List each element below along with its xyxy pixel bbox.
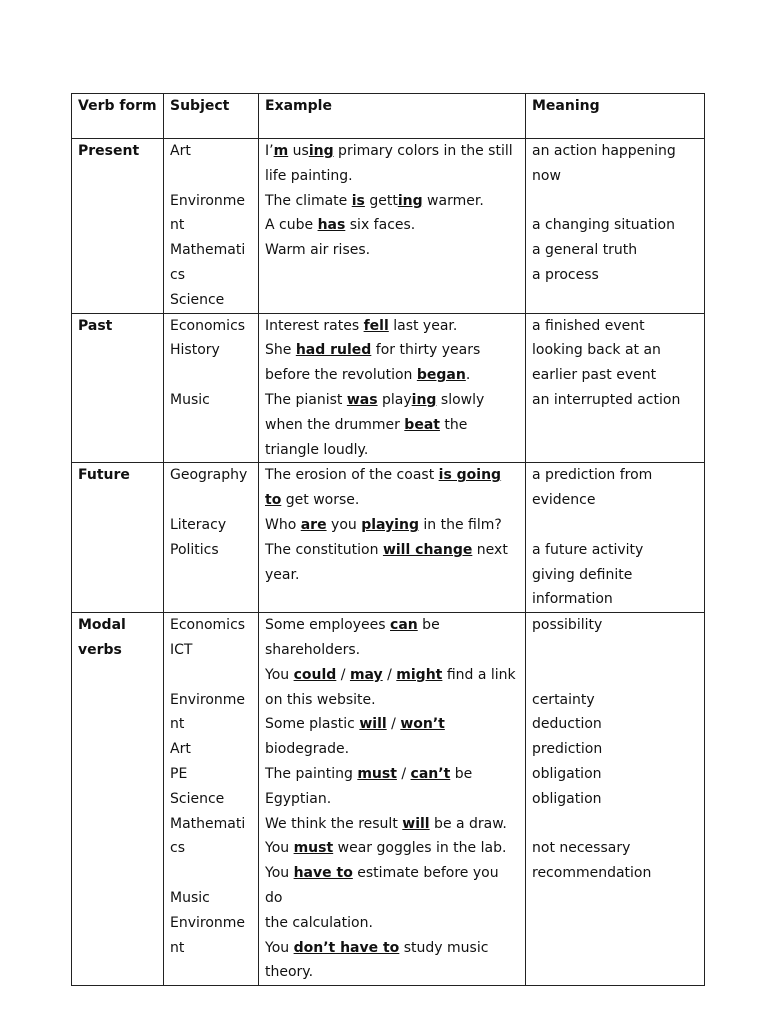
cell-line: ICT — [170, 641, 193, 658]
cell-line: a future activity — [532, 541, 644, 558]
cell-line — [532, 513, 698, 538]
table-row — [72, 463, 705, 613]
example-text: / — [382, 666, 397, 683]
cell-line — [170, 488, 252, 513]
cell-line: Mathemati — [170, 242, 246, 259]
example-line — [265, 861, 519, 911]
cell-line: an interrupted action — [532, 391, 681, 408]
verb-highlight: m — [273, 143, 289, 159]
verb-form-cell: Present — [72, 139, 164, 314]
verb-highlight: don’t have to — [293, 939, 400, 956]
cell-line — [532, 288, 698, 313]
example-text: She — [265, 342, 296, 359]
verb-highlight: ing — [411, 391, 437, 408]
example-line — [265, 513, 519, 538]
cell-line: evidence — [532, 492, 596, 509]
table-row — [72, 313, 705, 463]
header-meaning: Meaning — [526, 94, 705, 139]
example-text: six faces. — [345, 217, 416, 234]
example-line — [265, 263, 519, 288]
example-text: be — [450, 765, 473, 782]
cell-line — [532, 812, 698, 837]
verb-highlight: began — [416, 367, 466, 384]
example-text: warmer. — [422, 192, 484, 209]
cell-line — [170, 438, 252, 463]
cell-line: obligation — [532, 765, 602, 782]
verb-highlight: are — [300, 516, 327, 533]
example-text: shareholders. — [265, 641, 361, 658]
verb-highlight: ing — [397, 192, 423, 209]
verb-highlight: can’t — [410, 765, 451, 782]
example-text: play — [377, 391, 412, 408]
subject-cell — [164, 139, 259, 314]
subject-cell — [164, 613, 259, 986]
example-text: find a link — [442, 666, 516, 683]
example-text: last year. — [388, 317, 458, 334]
example-line — [265, 613, 519, 638]
example-text: in the film? — [418, 516, 502, 533]
example-text: for thirty years — [371, 342, 481, 359]
verb-forms-table — [71, 93, 705, 986]
cell-line: an action happening — [532, 143, 676, 159]
verb-highlight: will — [359, 716, 387, 733]
cell-line: History — [170, 342, 220, 359]
cell-line: nt — [170, 716, 185, 733]
cell-line: cs — [170, 266, 185, 283]
header-subject: Subject — [164, 94, 259, 139]
cell-line: looking back at an — [532, 342, 661, 359]
verb-highlight: fell — [363, 317, 389, 334]
cell-line: a changing situation — [532, 217, 675, 234]
subject-cell — [164, 313, 259, 463]
cell-line — [170, 563, 252, 588]
example-text: biodegrade. — [265, 741, 350, 758]
example-line — [265, 189, 519, 214]
cell-line — [532, 936, 698, 961]
cell-line — [170, 663, 252, 688]
example-line — [265, 688, 519, 713]
cell-line — [170, 587, 252, 612]
table-row — [72, 139, 705, 314]
example-text: be a draw. — [429, 815, 507, 832]
example-line — [265, 712, 519, 737]
example-line — [265, 538, 519, 563]
verb-highlight: can — [390, 617, 418, 634]
cell-line: Mathemati — [170, 815, 246, 832]
cell-line: Economics — [170, 617, 246, 634]
example-text: before the revolution — [265, 367, 417, 384]
example-text: You — [265, 939, 294, 956]
meaning-cell — [526, 313, 705, 463]
example-line — [265, 663, 519, 688]
verb-highlight: playing — [361, 516, 419, 533]
cell-line: Economics — [170, 317, 246, 334]
verb-highlight: must — [357, 765, 397, 782]
example-line — [265, 213, 519, 238]
example-line — [265, 587, 519, 612]
example-text: study music — [399, 939, 489, 956]
cell-line — [170, 413, 252, 438]
example-text: The erosion of the coast — [265, 467, 439, 484]
meaning-cell — [526, 139, 705, 314]
cell-line: Science — [170, 790, 225, 807]
example-line — [265, 911, 519, 936]
verb-form-cell: Future — [72, 463, 164, 613]
example-text: the calculation. — [265, 914, 373, 931]
cell-line: nt — [170, 939, 185, 956]
verb-highlight: may — [349, 666, 383, 683]
example-text: Some plastic — [265, 716, 360, 733]
example-line — [265, 488, 519, 513]
cell-line: Environme — [170, 691, 246, 708]
cell-line: Environme — [170, 192, 246, 209]
example-text: The climate — [265, 192, 352, 209]
cell-line: not necessary — [532, 840, 631, 857]
example-line — [265, 762, 519, 787]
example-text: theory. — [265, 964, 314, 981]
example-text: Warm air rises. — [265, 242, 371, 259]
verb-highlight: could — [293, 666, 337, 683]
cell-line — [532, 438, 698, 463]
verb-form-cell: Modal verbs — [72, 613, 164, 986]
example-text: life painting. — [265, 167, 353, 184]
example-text: on this website. — [265, 691, 376, 708]
subject-cell — [164, 463, 259, 613]
example-text: triangle loudly. — [265, 441, 369, 458]
example-text: Egyptian. — [265, 790, 332, 807]
example-text: You — [265, 865, 294, 882]
header-verb-form: Verb form — [72, 94, 164, 139]
example-line — [265, 812, 519, 837]
example-line — [265, 338, 519, 363]
example-text: / — [396, 765, 411, 782]
example-cell — [259, 313, 526, 463]
example-line — [265, 164, 519, 189]
example-line — [265, 314, 519, 339]
example-text: Some employees — [265, 617, 391, 634]
example-text: primary colors in the still — [333, 143, 513, 159]
example-line — [265, 139, 519, 164]
example-text: next — [472, 541, 508, 558]
example-text: A cube — [265, 217, 318, 234]
cell-line: Art — [170, 741, 191, 758]
verb-highlight: will change — [382, 541, 473, 558]
verb-highlight: has — [317, 217, 346, 234]
example-text: I’ — [265, 143, 274, 159]
cell-line: a finished event — [532, 317, 645, 334]
example-text: the — [439, 416, 468, 433]
verb-highlight: beat — [404, 416, 440, 433]
example-cell — [259, 139, 526, 314]
verb-highlight: is — [351, 192, 365, 209]
meaning-cell — [526, 463, 705, 613]
cell-line — [532, 663, 698, 688]
example-text: gett — [364, 192, 398, 209]
example-text: . — [465, 367, 471, 384]
example-line — [265, 288, 519, 313]
example-text: you — [326, 516, 362, 533]
cell-line: a general truth — [532, 242, 638, 259]
example-line — [265, 438, 519, 463]
example-text: We think the result — [265, 815, 403, 832]
cell-line: now — [532, 167, 561, 184]
example-line — [265, 413, 519, 438]
cell-line: a prediction from — [532, 467, 653, 484]
example-text: Interest rates — [265, 317, 364, 334]
cell-line: recommendation — [532, 865, 652, 882]
cell-line: Politics — [170, 541, 219, 558]
cell-line: Art — [170, 143, 191, 159]
cell-line: PE — [170, 765, 188, 782]
verb-highlight: had ruled — [295, 342, 372, 359]
example-line — [265, 463, 519, 488]
header-example: Example — [259, 94, 526, 139]
example-text: when the drummer — [265, 416, 405, 433]
cell-line — [170, 164, 252, 189]
example-line — [265, 563, 519, 588]
example-text: get worse. — [281, 492, 360, 509]
verb-highlight: might — [396, 666, 443, 683]
cell-line — [170, 861, 252, 886]
cell-line — [532, 911, 698, 936]
cell-line: certainty — [532, 691, 595, 708]
cell-line: information — [532, 591, 613, 608]
verb-highlight: to — [265, 492, 282, 509]
example-text: You — [265, 666, 294, 683]
verb-highlight: is going — [438, 467, 502, 484]
cell-line: a process — [532, 266, 599, 283]
example-line — [265, 960, 519, 985]
example-line — [265, 388, 519, 413]
example-text: year. — [265, 566, 300, 583]
cell-line: prediction — [532, 741, 603, 758]
example-text: us — [288, 143, 309, 159]
cell-line: Science — [170, 291, 225, 308]
verb-highlight: must — [293, 840, 334, 857]
verb-highlight: will — [402, 815, 430, 832]
header-row — [72, 94, 705, 139]
example-line — [265, 238, 519, 263]
cell-line: Environme — [170, 914, 246, 931]
verb-highlight: won’t — [400, 716, 445, 733]
example-line — [265, 936, 519, 961]
example-line — [265, 836, 519, 861]
example-text: wear goggles in the lab. — [333, 840, 507, 857]
example-text: The constitution — [265, 541, 383, 558]
example-text: The painting — [265, 765, 358, 782]
cell-line: Literacy — [170, 516, 227, 533]
example-line — [265, 787, 519, 812]
cell-line: deduction — [532, 716, 602, 733]
cell-line — [532, 886, 698, 911]
verb-highlight: ing — [308, 143, 334, 159]
cell-line — [532, 413, 698, 438]
example-text: You — [265, 840, 294, 857]
table-row — [72, 613, 705, 986]
cell-line: cs — [170, 840, 185, 857]
example-text: be — [417, 617, 440, 634]
example-cell — [259, 613, 526, 986]
example-text: / — [386, 716, 401, 733]
example-line — [265, 638, 519, 663]
cell-line: obligation — [532, 790, 602, 807]
example-line — [265, 363, 519, 388]
cell-line: possibility — [532, 617, 603, 634]
example-line — [265, 737, 519, 762]
example-text: Who — [265, 516, 301, 533]
verb-highlight: was — [346, 391, 378, 408]
cell-line: Music — [170, 889, 210, 906]
example-text: slowly — [436, 391, 485, 408]
verb-highlight: have to — [293, 865, 353, 882]
cell-line — [532, 638, 698, 663]
meaning-cell — [526, 613, 705, 986]
verb-form-cell: Past — [72, 313, 164, 463]
example-text: estimate before you do — [265, 865, 499, 906]
cell-line — [170, 363, 252, 388]
example-text: / — [336, 666, 350, 683]
cell-line: earlier past event — [532, 367, 657, 384]
cell-line: nt — [170, 217, 185, 234]
cell-line: Geography — [170, 467, 248, 484]
cell-line: giving definite — [532, 566, 633, 583]
example-cell — [259, 463, 526, 613]
cell-line — [532, 189, 698, 214]
example-text: The pianist — [265, 391, 347, 408]
cell-line: Music — [170, 391, 210, 408]
